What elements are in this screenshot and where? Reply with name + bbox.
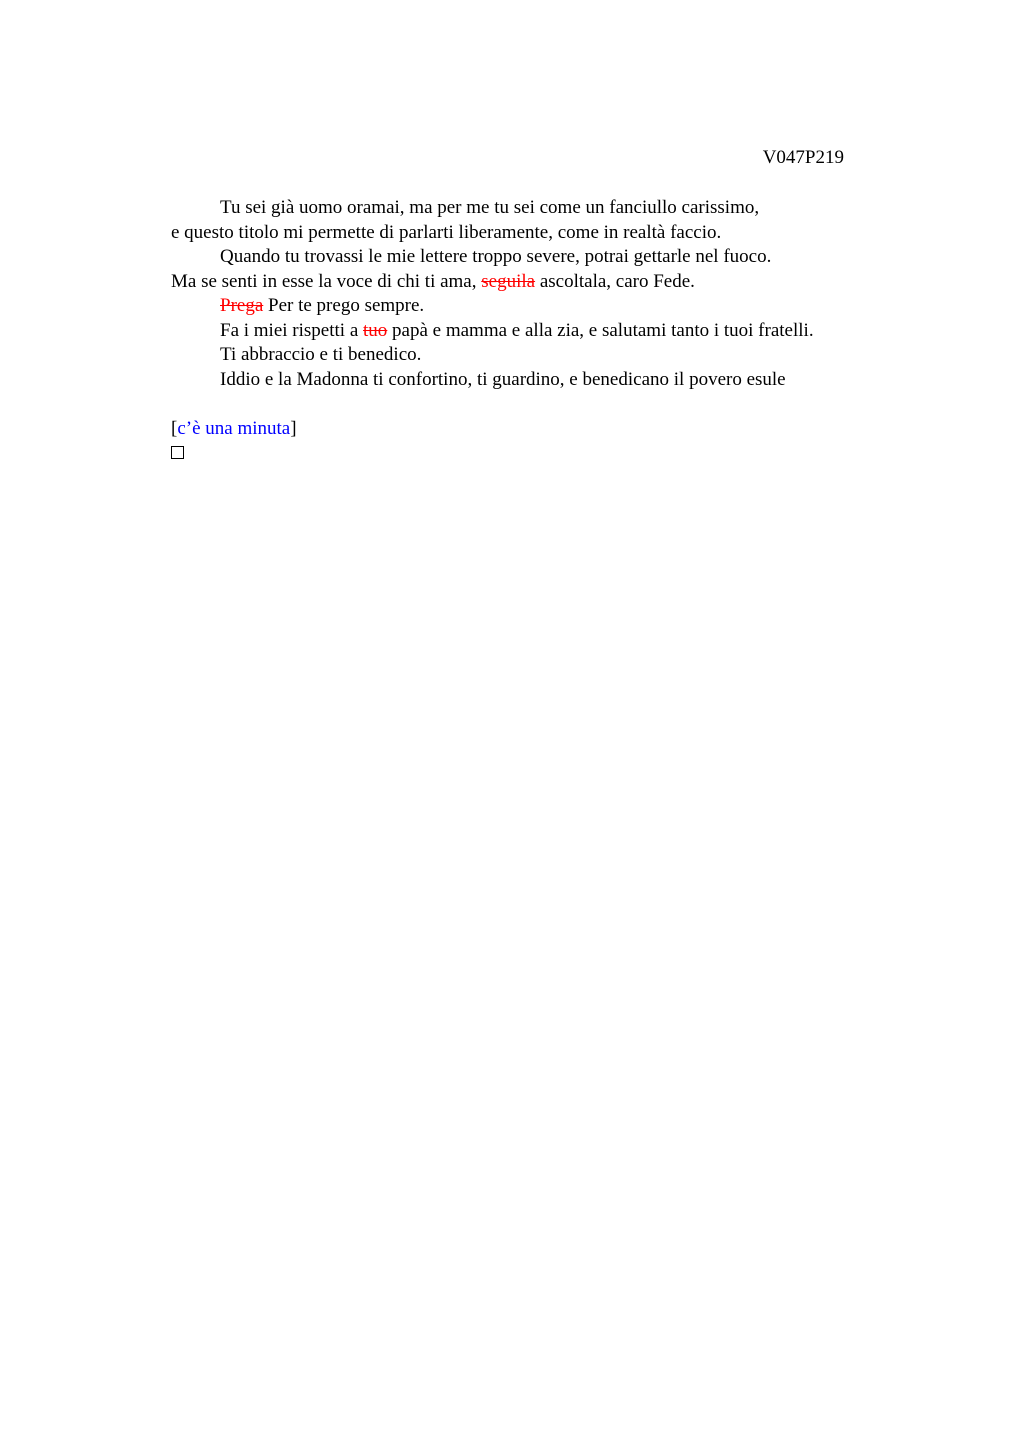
deleted-word: tuo — [363, 319, 388, 341]
letter-body — [171, 196, 891, 467]
paragraph-line: Tu sei già uomo oramai, ma per me tu sei come un fanciullo carissimo, — [220, 197, 760, 218]
note-bracket-close: ] — [290, 417, 297, 439]
page-id: V047P219 — [762, 147, 844, 168]
deleted-word: Prega — [220, 295, 264, 316]
paragraph-line: Quando tu trovassi le mie lettere troppo severe, potrai gettarle nel fuoco. — [220, 246, 772, 267]
note-bracket-open: [ — [171, 417, 178, 439]
paragraph-line — [171, 294, 891, 319]
text-run: Per te prego sempre. — [263, 295, 425, 316]
text-run: ascoltala, caro Fede. — [535, 270, 695, 292]
editorial-note — [171, 417, 891, 442]
paragraph-line: e questo titolo mi permette di parlarti liberamente, come in realtà faccio. — [171, 221, 722, 243]
paragraph-line — [171, 319, 891, 344]
text-run: papà e mamma e alla zia, e salutami tanto i tuoi fratelli. — [387, 319, 814, 341]
blank-line — [171, 392, 891, 417]
note-text: c’è una minuta — [177, 417, 291, 439]
paragraph-line: Iddio e la Madonna ti confortino, ti guardino, e benedicano il povero esule — [220, 368, 786, 390]
text-run: Fa i miei rispetti a — [220, 319, 364, 341]
deleted-word: seguila — [481, 270, 536, 292]
paragraph-line: Ti abbraccio e ti benedico. — [220, 344, 422, 365]
end-marker — [171, 441, 891, 467]
paragraph-line — [171, 270, 891, 295]
text-run: Ma se senti in esse la voce di chi ti ama, — [171, 270, 482, 292]
square-box-icon — [171, 446, 184, 459]
